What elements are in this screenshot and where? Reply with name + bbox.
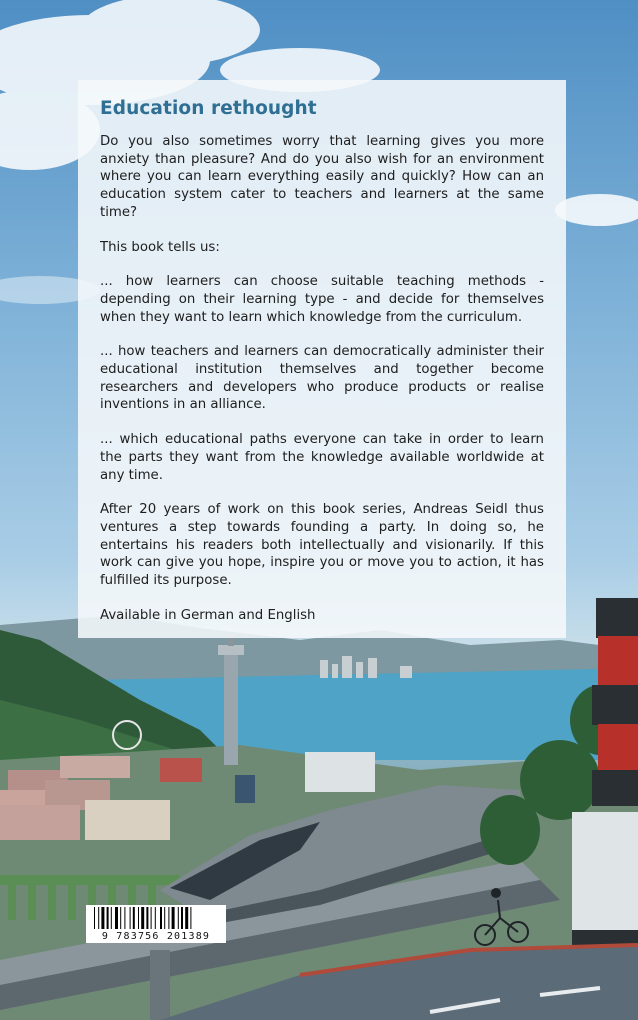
blurb-paragraph-learners: ... how learners can choose suitable teaching methods - depending on their learning type - and decide for themselves when they want to learn which knowledge from the curriculum. (100, 274, 544, 325)
back-cover-text-panel (78, 80, 566, 638)
isbn-barcode (86, 905, 226, 943)
blurb-paragraph-intro: Do you also sometimes worry that learning gives you more anxiety than pleasure? And do you also wish for an environment where you can learn everything easily and quickly? How can an education system cater to teachers and learners at the same time? (100, 134, 544, 220)
availability-note: Available in German and English (100, 607, 316, 623)
brick-house (592, 598, 638, 806)
truck (572, 812, 638, 966)
isbn-number: 9 783756 201389 (101, 931, 211, 942)
blurb-paragraph-paths: ... which educational paths everyone can take in order to learn the parts they want from the knowledge available worldwide at any time. (100, 432, 544, 483)
blurb-paragraph-lead: This book tells us: (100, 239, 220, 255)
blurb-paragraph-teachers: ... how teachers and learners can democratically administer their educational institution themselves and together become researchers and developers who produce products or realise inventions in an alliance. (100, 344, 544, 413)
blurb-paragraph-author: After 20 years of work on this book series, Andreas Seidl thus ventures a step towards founding a party. In doing so, he entertains his readers both intellectually and visionarily. If this work can give you hope, inspire you or move you to action, it has fulfilled its purpose. (100, 502, 544, 589)
book-title: Education rethought (100, 98, 317, 119)
